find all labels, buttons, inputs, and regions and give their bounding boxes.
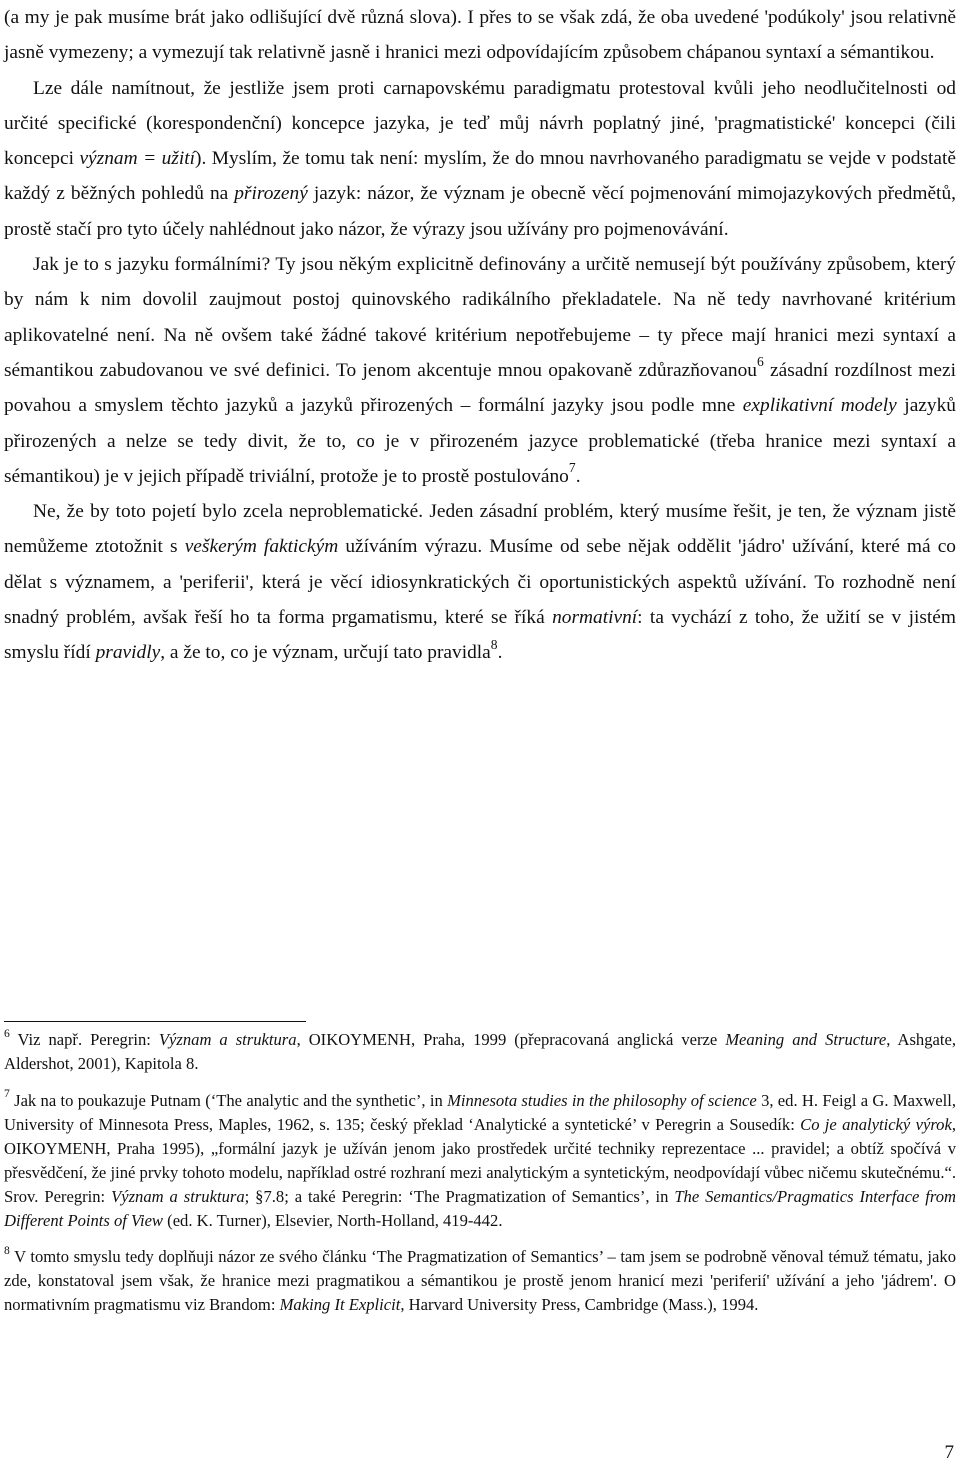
italic-text: Meaning and Structure — [725, 1030, 887, 1049]
text-run: zásadní rozdílnost mezi povahou a smyslem těchto jazyků a jazyků přirozených – formální jazyky jsou podle mne — [4, 359, 956, 417]
footnote-separator — [4, 1021, 306, 1022]
footnote-6 — [4, 1028, 956, 1076]
text-run: . — [497, 642, 503, 664]
text-run: , Harvard University Press, Cambridge (Mass.), 1994. — [400, 1295, 759, 1314]
paragraph-formal-languages — [4, 247, 956, 494]
italic-text: normativní — [552, 607, 638, 629]
italic-text: pravidly — [95, 642, 161, 664]
footnote-reference: 8 — [4, 1243, 10, 1257]
footnote-8 — [4, 1245, 956, 1317]
italic-text: význam = užití — [79, 148, 196, 170]
text-run: Viz např. Peregrin: — [9, 1030, 159, 1049]
italic-text: veškerým faktickým — [184, 536, 339, 558]
text-run: jazyk: názor, že význam je obecně věcí pojmenování mimojazykových předmětů, prostě stačí pro tyto účely nahlédnout jako názor, že výrazy jsou užívány pro pojmenovávání. — [4, 183, 956, 240]
text-run: : ta vychází z toho, že užití se v jistém smyslu řídí — [4, 607, 956, 664]
text-run: (ed. K. Turner), Elsevier, North-Holland, 419-442. — [163, 1210, 503, 1230]
footnote-reference: 7 — [568, 460, 576, 476]
text-run: , a že to, co je význam, určují tato pravidla — [160, 642, 491, 664]
text-run: Jak na to poukazuje Putnam (‘The analytic and the synthetic’, in — [9, 1090, 448, 1110]
text-run: V tomto smyslu tedy doplňuji názor ze svého článku ‘The Pragmatization of Semantics’ – tam jsem se podrobně věnoval témuž tématu, jako zde, konstatoval jsem však, že hranice mezi pragmatikou a sémantikou je prostě jenom hranicí mezi 'periferií' užívání a jeho 'jádrem'. O normativním pragmatismu viz Brandom: — [4, 1247, 956, 1314]
text-run: jazyků přirozených a nelze se tedy divit, že to, co je v přirozeném jazyce problematické (třeba hranice mezi syntaxí a sémantikou) je v jejich případě triviální, protože je to prostě postulováno — [4, 395, 956, 487]
footnote-reference: 8 — [490, 636, 498, 652]
italic-text: Making It Explicit — [279, 1295, 401, 1314]
text-run: Ne, že by toto pojetí bylo zcela neproblematické. Jeden zásadní problém, který musíme řešit, je ten, že význam jistě nemůžeme ztotožnit s — [4, 501, 956, 558]
text-run: ; §7.8; a také Peregrin: ‘The Pragmatization of Semantics’, in — [244, 1186, 675, 1206]
footnote-reference: 6 — [756, 354, 764, 370]
italic-text: přirozený — [234, 183, 308, 205]
text-run: , OIKOYMENH, Praha 1995), „formální jazyk je užíván jenom jako prostředek určité techniky reprezentace ... pravidel; a obtíž spočívá v přesvědčení, že jiné prvky tohoto modelu, například ostré rozhraní mezi analytickým a syntetickým, neodpovídají vůbec ničemu skutečnému.“. Srov. Peregrin: — [4, 1114, 956, 1206]
text-run: , OIKOYMENH, Praha, 1999 (přepracovaná anglická verze — [296, 1030, 726, 1049]
footnote-reference: 7 — [4, 1087, 10, 1101]
paragraph-continued — [4, 0, 956, 71]
italic-text: The Semantics/Pragmatics Interface from Different Points of View — [4, 1186, 956, 1230]
italic-text: explikativní modely — [742, 395, 897, 417]
text-run: Jak je to s jazyku formálními? Ty jsou někým explicitně definovány a určitě nemusejí být používány způsobem, který by nám k nim dovolil zaujmout postoj quinovského radikálního překladatele. Na ně tedy navrhované kritérium aplikovatelné není. Na ně ovšem také žádné takové kritérium nepotřebujeme – ty přece mají hranici mezi syntaxí a sémantikou zabudovanou ve své definici. To jenom akcentuje mnou opakovaně zdůrazňovanou — [4, 254, 956, 381]
text-run: užíváním výrazu. Musíme od sebe nějak oddělit 'jádro' užívání, které má co dělat s významem, a 'periferii', která je věcí idiosynkratických či oportunistických aspektů užívání. To rozhodně není snadný problém, avšak řeší ho ta forma prgamatismu, které se říká — [4, 536, 957, 629]
document-page — [4, 0, 956, 671]
italic-text: Význam a struktura — [158, 1030, 297, 1049]
text-run: Lze dále namítnout, že jestliže jsem proti carnapovskému paradigmatu protestoval kvůli jeho neodlučitelnosti od určité specifické (korespondenční) koncepce jazyka, je teď můj návrh poplatný jiné, 'pragmatistické' koncepci (čili koncepci — [4, 77, 956, 170]
paragraph-normative-pragmatism — [4, 494, 956, 670]
text-run: ). Myslím, že tomu tak není: myslím, že do mnou navrhovaného paradigmatu se vejde v podstatě každý z běžných pohledů na — [4, 148, 956, 205]
footnotes — [4, 1028, 956, 1330]
italic-text: Co je analytický výrok — [800, 1114, 952, 1134]
text-run: , Ashgate, Aldershot, 2001), Kapitola 8. — [4, 1030, 956, 1073]
text-run: . — [575, 465, 581, 487]
text-run: 3, ed. H. Feigl a G. Maxwell, University of Minnesota Press, Maples, 1962, s. 135; český překlad ‘Analytické a syntetické’ v Peregrin a Sousedík: — [4, 1090, 956, 1134]
footnote-7 — [4, 1089, 956, 1233]
italic-text: Minnesota studies in the philosophy of science — [447, 1090, 757, 1110]
footnote-reference: 6 — [4, 1026, 10, 1040]
paragraph-objection — [4, 71, 956, 247]
italic-text: Význam a struktura — [111, 1186, 245, 1206]
text-run: (a my je pak musíme brát jako odlišující dvě různá slova). I přes to se však zdá, že oba uvedené 'podúkoly' jsou relativně jasně vymezeny; a vymezují tak relativně jasně i hranici mezi odpovídajícím způsobem chápanou syntaxí a sémantikou. — [4, 7, 956, 64]
page-number: 7 — [944, 1442, 954, 1463]
body-text — [4, 0, 956, 671]
